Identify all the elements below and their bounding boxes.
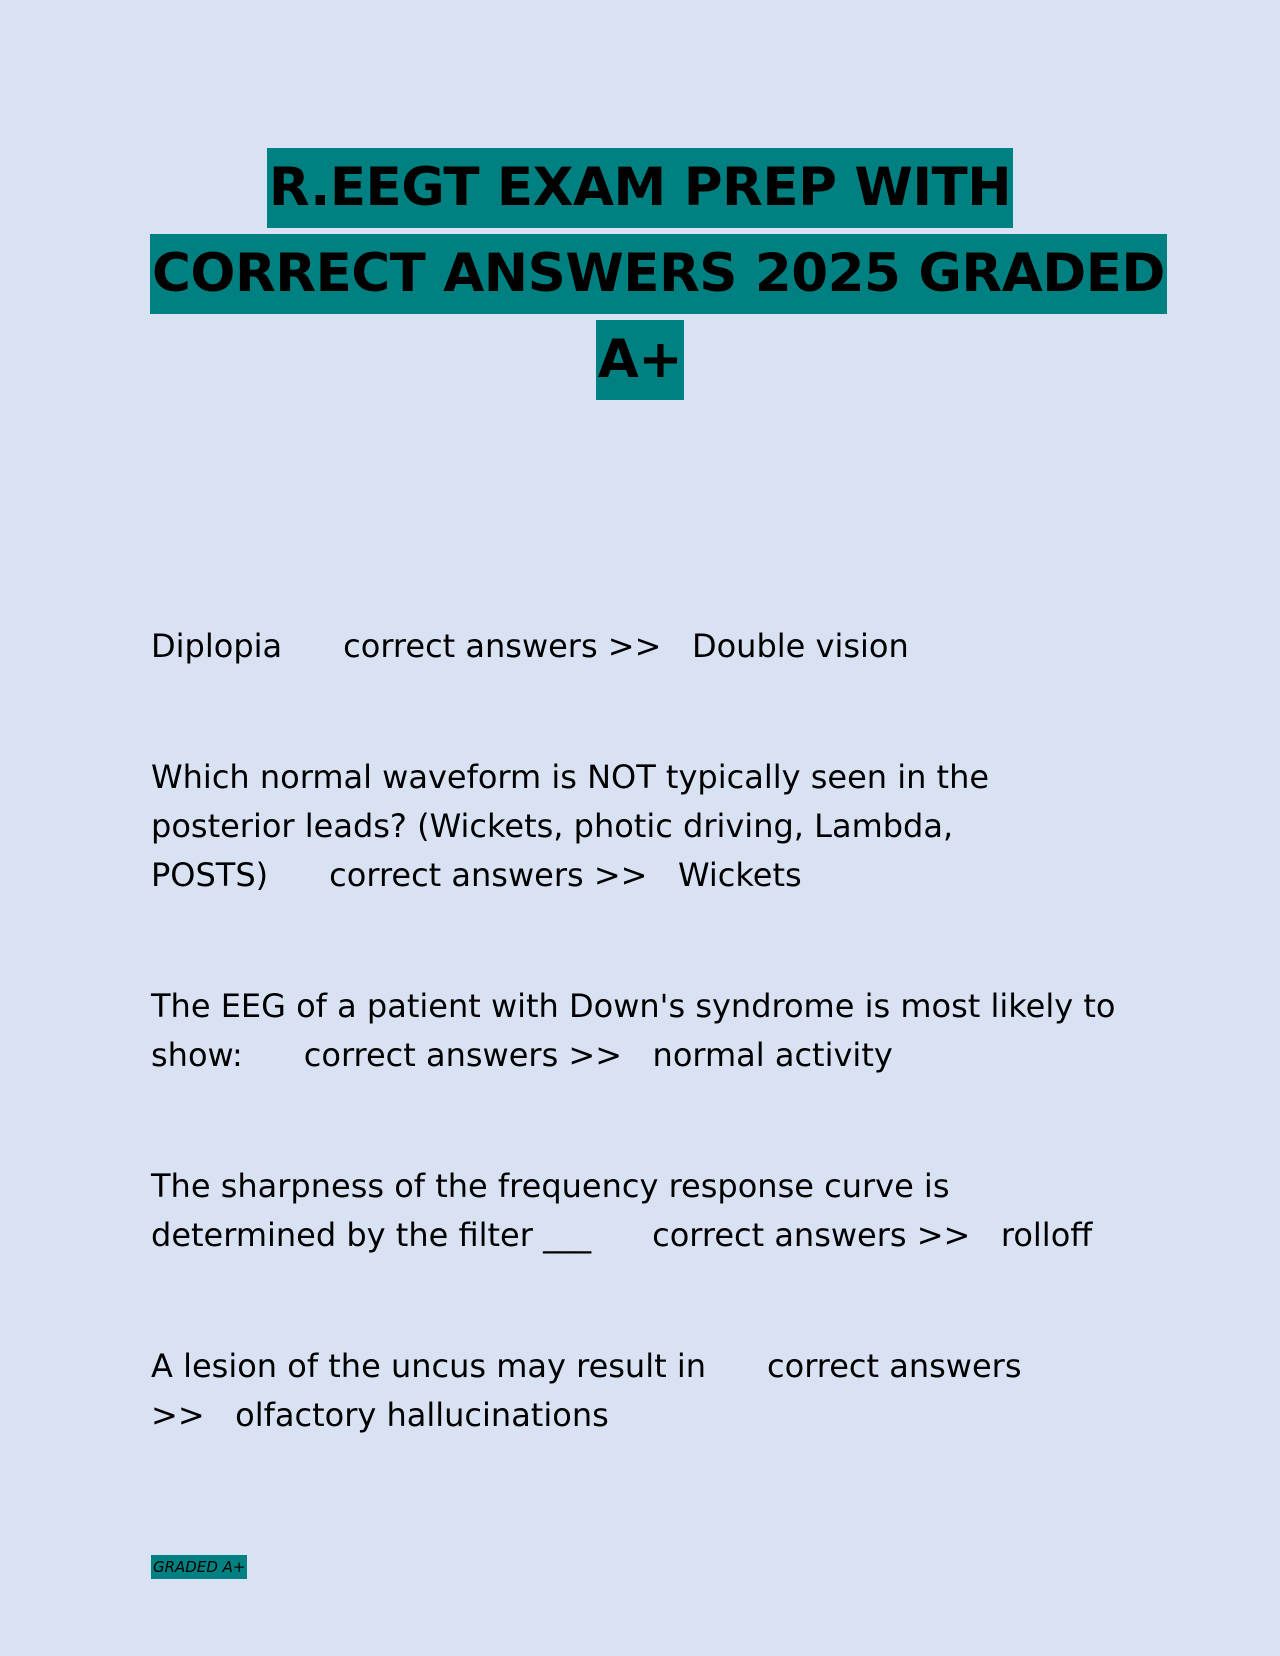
qa-item-5 — [151, 1342, 1141, 1440]
question-text: A lesion of the uncus may result in — [151, 1347, 706, 1385]
answer-marker: correct answers >> — [343, 627, 662, 665]
question-text: Diplopia — [151, 627, 283, 665]
answer-marker: correct answers >> — [151, 1347, 1032, 1434]
footer-grade-badge: GRADED A+ — [151, 1555, 247, 1579]
answer-text: Wickets — [677, 856, 802, 894]
qa-item-3 — [151, 982, 1141, 1080]
qa-item-1 — [151, 622, 1141, 671]
answer-text: olfactory hallucinations — [235, 1396, 609, 1434]
qa-item-4 — [151, 1162, 1141, 1260]
qa-list — [151, 622, 1141, 1440]
title-line-2: CORRECT ANSWERS 2025 GRADED — [150, 234, 1167, 314]
answer-marker: correct answers >> — [652, 1216, 971, 1254]
answer-marker: correct answers >> — [329, 856, 648, 894]
title-line-1: R.EEGT EXAM PREP WITH — [267, 148, 1013, 228]
qa-item-2 — [151, 753, 1141, 900]
question-text: Which normal waveform is NOT typically seen in the posterior leads? (Wickets, photic driving, Lambda, POSTS) — [151, 758, 1000, 894]
question-text: The sharpness of the frequency response curve is determined by the filter ___ — [151, 1167, 960, 1254]
answer-text: rolloff — [1000, 1216, 1093, 1254]
answer-text: normal activity — [652, 1036, 893, 1074]
answer-text: Double vision — [691, 627, 909, 665]
answer-marker: correct answers >> — [303, 1036, 623, 1074]
title-line-3: A+ — [596, 320, 684, 400]
document-title — [150, 148, 1165, 406]
question-text: The EEG of a patient with Down's syndrome is most likely to show: — [151, 987, 1126, 1074]
